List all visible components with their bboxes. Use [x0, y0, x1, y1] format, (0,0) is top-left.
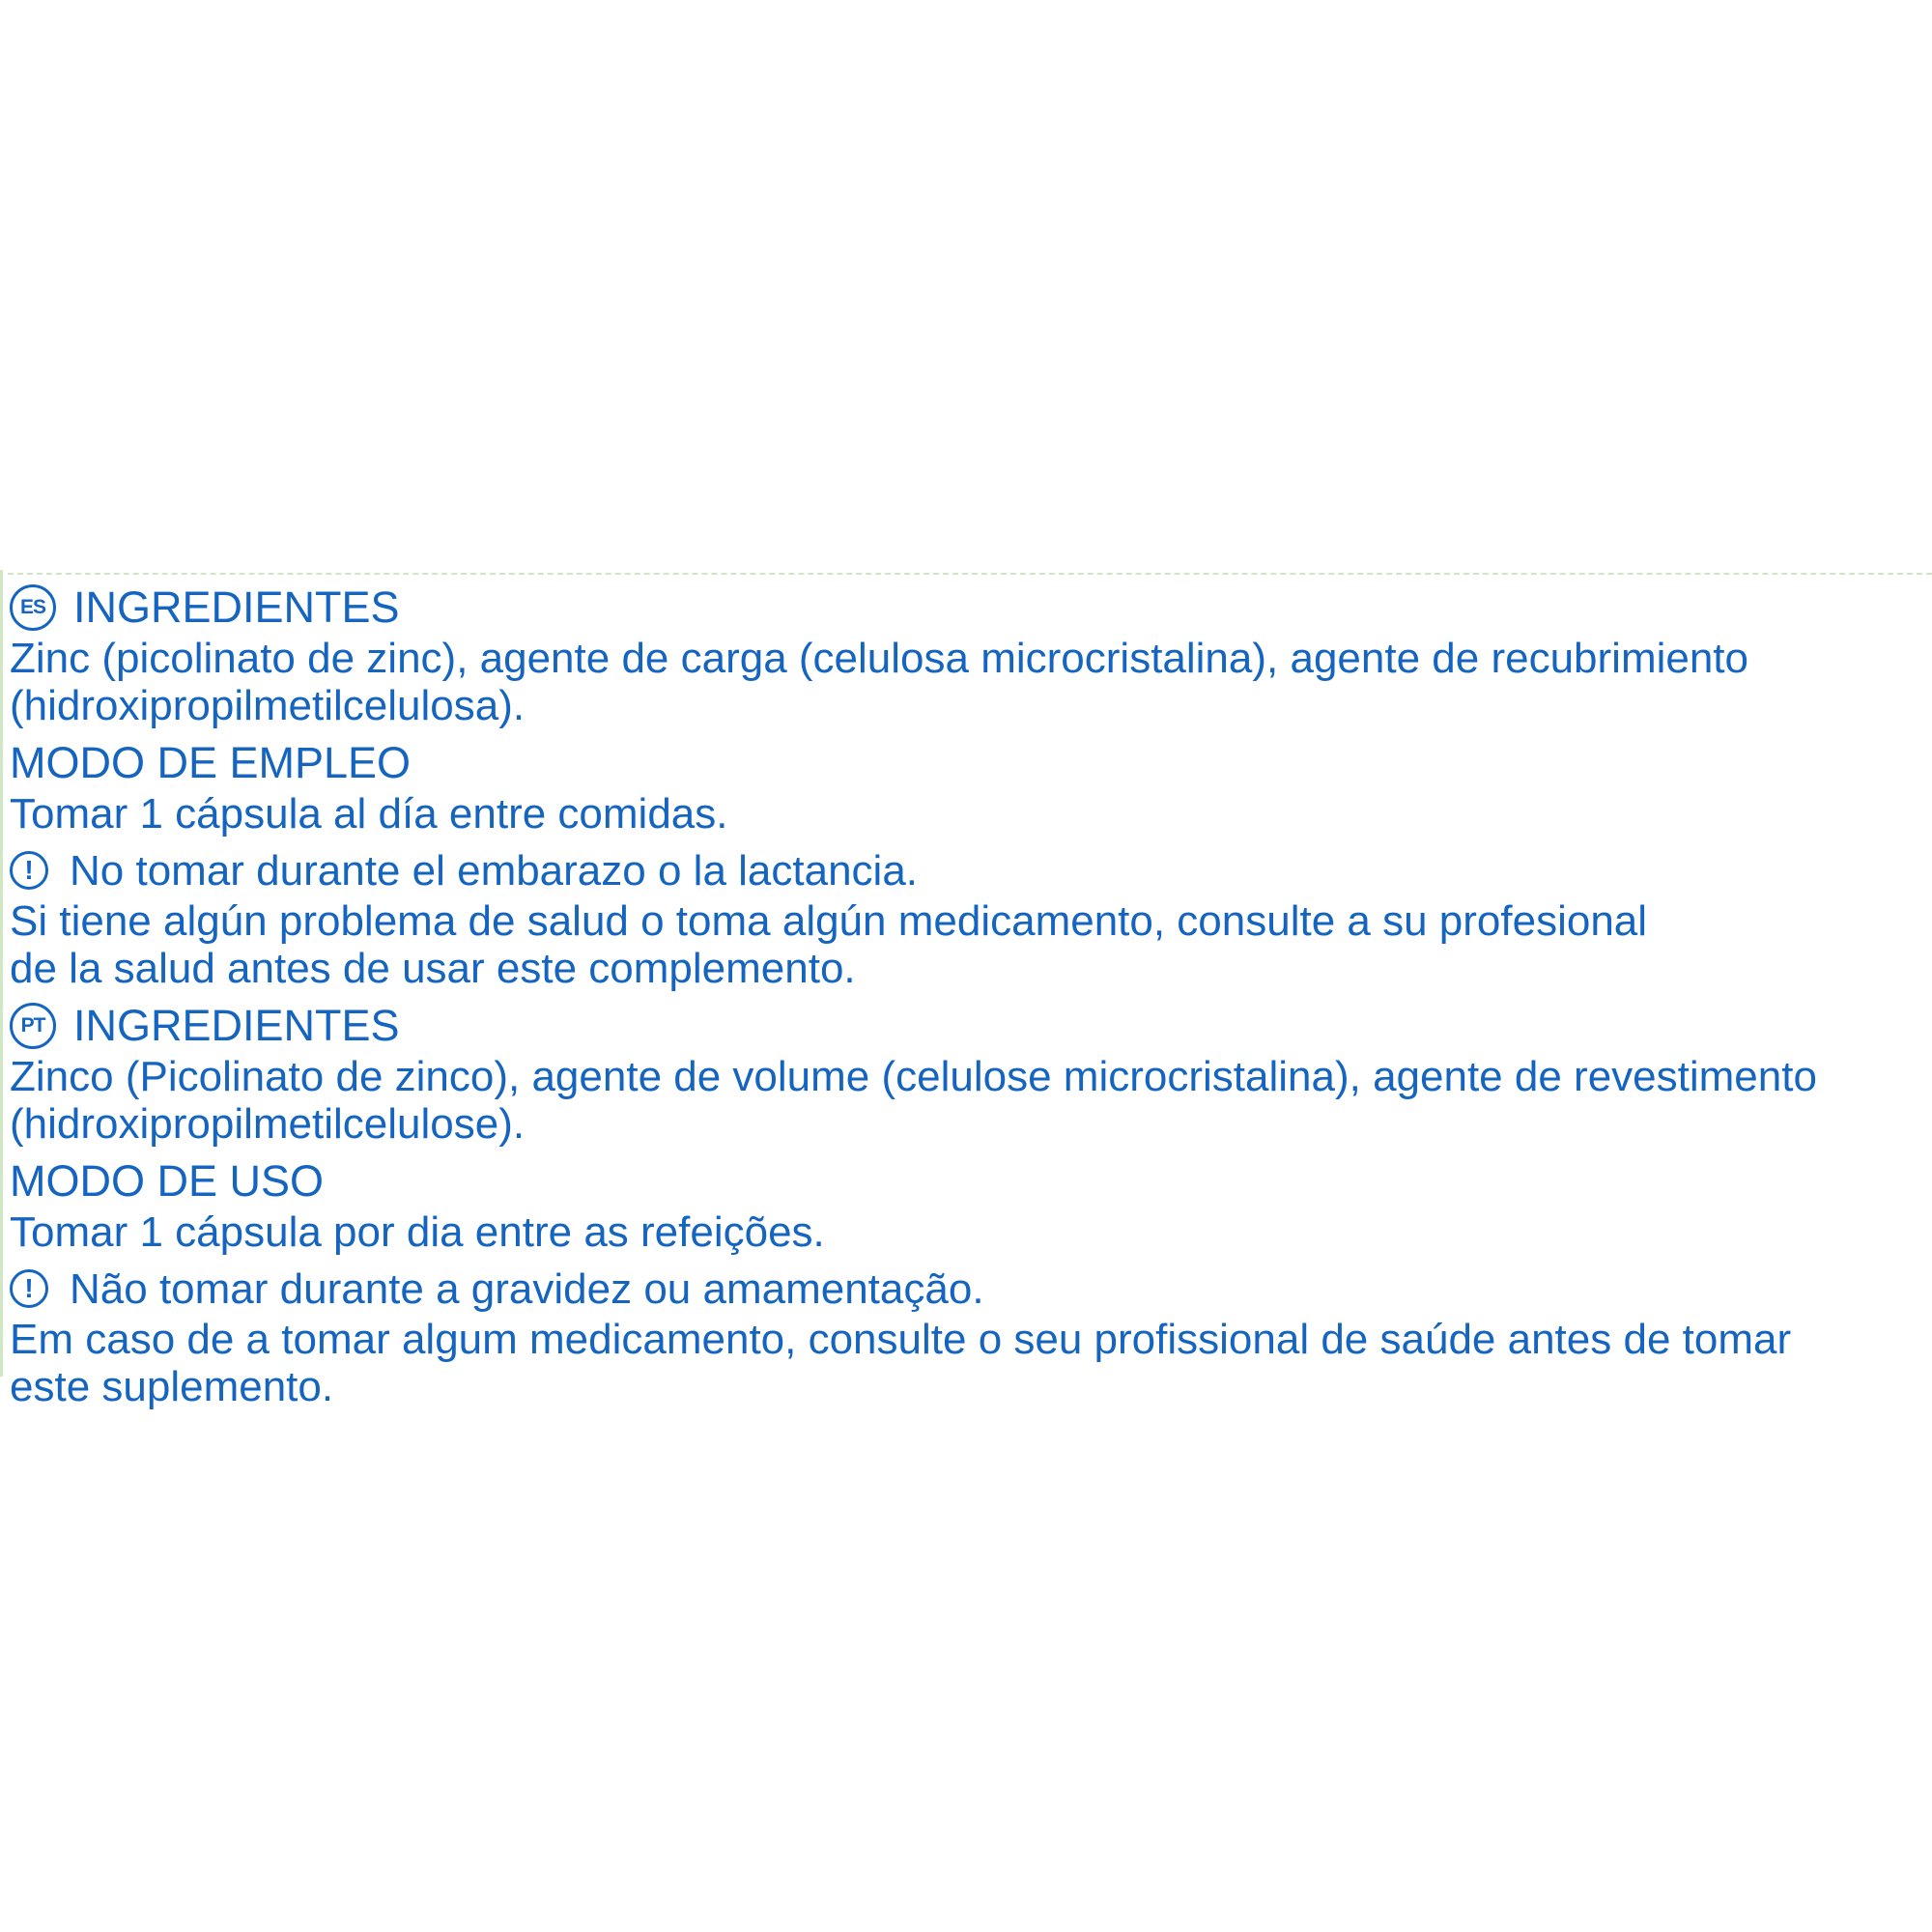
- pt-advice-line-1: Em caso de a tomar algum medicamento, consulte o seu profissional de saúde antes de tomar: [10, 1316, 1792, 1363]
- es-warning-row: [10, 843, 1922, 897]
- es-ingredients-heading: [10, 580, 1922, 635]
- portuguese-section: [10, 998, 1922, 1410]
- es-ingredients-text: [10, 635, 1922, 729]
- pt-warning-text: Não tomar durante a gravidez ou amamentação.: [70, 1264, 984, 1313]
- supplement-label-panel: [0, 570, 1932, 1410]
- spanish-section: [10, 580, 1922, 992]
- pt-ingredients-text: [10, 1053, 1922, 1148]
- es-ingredients-line-2: (hidroxipropilmetilcelulosa).: [10, 682, 526, 729]
- es-advice-line-2: de la salud antes de usar este complemento.: [10, 945, 856, 992]
- pt-advice-text: [10, 1316, 1922, 1410]
- pt-ingredients-line-2: (hidroxipropilmetilcelulose).: [10, 1100, 526, 1148]
- pt-usage-heading: MODO DE USO: [10, 1156, 325, 1206]
- es-usage-heading: MODO DE EMPLEO: [10, 738, 412, 787]
- exclamation-circle-icon: !: [10, 851, 48, 890]
- pt-advice-line-2: este suplemento.: [10, 1363, 334, 1410]
- es-advice-line-1: Si tiene algún problema de salud o toma algún medicamento, consulte a su profesional: [10, 897, 1648, 945]
- label-text-content: [10, 580, 1922, 1416]
- pt-warning-row: [10, 1262, 1922, 1316]
- es-warning-text: No tomar durante el embarazo o la lactancia.: [70, 846, 919, 895]
- dashed-cut-line: [8, 573, 1932, 575]
- es-ingredients-line-1: Zinc (picolinato de zinc), agente de carga (celulosa microcristalina), agente de recubrimiento: [10, 635, 1749, 682]
- pt-language-badge-icon: PT: [10, 1003, 56, 1049]
- es-ingredients-title: INGREDIENTES: [73, 582, 400, 632]
- es-advice-text: [10, 897, 1922, 992]
- left-green-rule: [0, 570, 3, 1377]
- pt-ingredients-line-1: Zinco (Picolinato de zinco), agente de volume (celulose microcristalina), agente de revestimento: [10, 1053, 1817, 1100]
- exclamation-circle-icon: !: [10, 1269, 48, 1308]
- pt-ingredients-heading: [10, 998, 1922, 1053]
- pt-ingredients-title: INGREDIENTES: [73, 1001, 400, 1050]
- pt-usage-text: Tomar 1 cápsula por dia entre as refeições.: [10, 1208, 825, 1256]
- es-usage-text: Tomar 1 cápsula al día entre comidas.: [10, 790, 728, 838]
- es-language-badge-icon: ES: [10, 584, 56, 631]
